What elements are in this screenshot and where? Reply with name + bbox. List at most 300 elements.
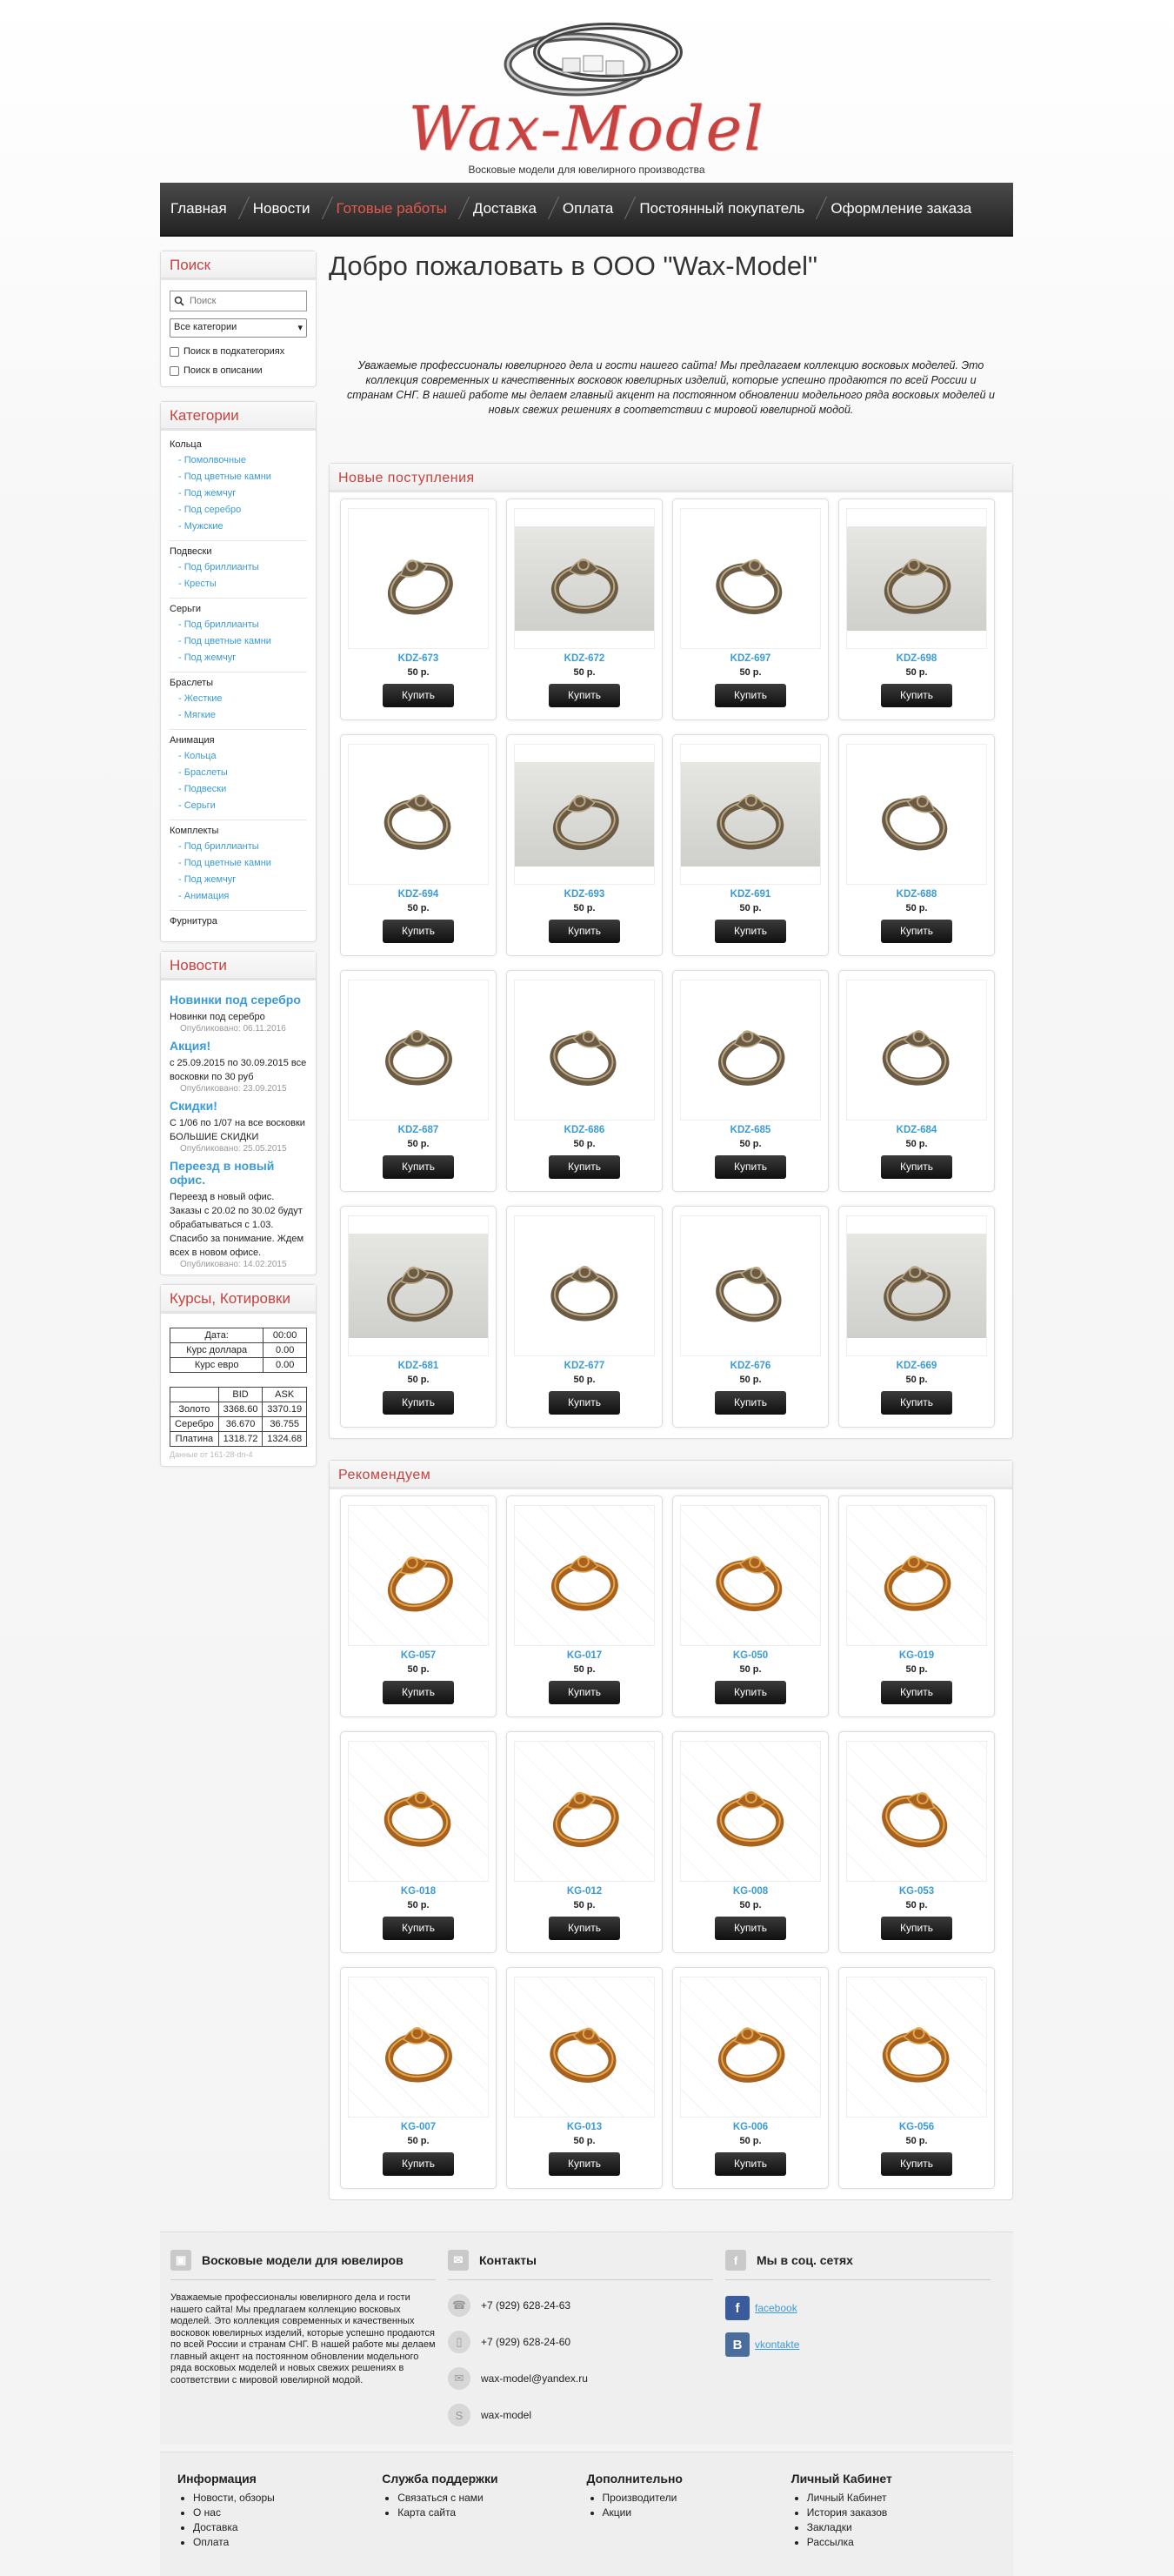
category-link[interactable]: - Кольца [178, 751, 217, 761]
footer-column-title: Дополнительно [586, 2472, 683, 2486]
buy-button[interactable]: Купить [715, 1917, 786, 1940]
product-image[interactable] [846, 508, 987, 649]
category-link[interactable]: - Под жемчуг [178, 652, 237, 663]
nav-item-4[interactable]: Оплата [563, 200, 627, 217]
footer-link[interactable]: • Карта сайта [397, 2506, 586, 2520]
product-code-link[interactable]: KG-008 [732, 1886, 769, 1897]
category-title[interactable]: Фурнитура [170, 916, 217, 927]
product-code-link[interactable]: KG-019 [898, 1650, 935, 1661]
product-image[interactable] [846, 1741, 987, 1882]
footer-about-text: Уважаемые профессионалы ювелирного дела и гости нашего сайта! Мы предлагаем коллекцию восковых моделей. Это коллекция современных и качественных восковок ювелирных изделий, которые успешно продаются по всей России и странам СНГ. В нашей работе мы делаем главный акцент на постоянном обновлении модельного ряда восковых моделей и новых свежих решениях в соответствии с мировой ювелирной модой. [170, 2292, 436, 2385]
product-code-link[interactable]: KDZ-694 [397, 889, 439, 900]
category-link[interactable]: - Браслеты [178, 767, 228, 778]
category-link[interactable]: - Под цветные камни [178, 636, 271, 646]
product-code-link[interactable]: KDZ-686 [564, 1125, 605, 1135]
phone-icon: ☎ [448, 2294, 470, 2317]
mobile-icon: ▯ [448, 2331, 470, 2353]
categories-box [160, 401, 317, 942]
buy-button[interactable]: Купить [549, 1917, 620, 1940]
product-price: 50 р. [407, 903, 430, 913]
metals-cell: Серебро [170, 1417, 219, 1432]
product-price: 50 р. [905, 1375, 928, 1385]
product-image[interactable] [846, 1977, 987, 2118]
category-group [170, 911, 307, 934]
product-code-link[interactable]: KG-018 [400, 1886, 437, 1897]
product-card [838, 1206, 995, 1428]
metals-head-cell: ASK [263, 1388, 307, 1402]
category-title[interactable]: Серьги [170, 604, 202, 614]
product-code-link[interactable]: KDZ-669 [896, 1361, 937, 1371]
product-code-link[interactable]: KG-053 [898, 1886, 935, 1897]
product-card [506, 734, 663, 956]
product-image[interactable] [846, 744, 987, 885]
buy-button[interactable]: Купить [383, 1155, 454, 1179]
news-item-date: Опубликовано: 06.11.2016 [180, 1024, 286, 1034]
category-link[interactable]: - Жесткие [178, 693, 223, 704]
product-price: 50 р. [573, 1900, 596, 1910]
category-group [170, 541, 307, 599]
product-code-link[interactable]: KDZ-688 [896, 889, 937, 900]
product-code-link[interactable]: KG-056 [898, 2122, 935, 2132]
news-item-date: Опубликовано: 23.09.2015 [180, 1084, 287, 1094]
product-image[interactable] [348, 1505, 489, 1646]
product-card [506, 1731, 663, 1953]
news-item-text: С 1/06 по 1/07 на все восковки БОЛЬШИЕ СКИДКИ [170, 1118, 305, 1142]
footer-link[interactable]: • История заказов [807, 2506, 996, 2520]
category-link[interactable]: - Анимация [178, 891, 230, 901]
category-group [170, 599, 307, 672]
subcategory-checkbox[interactable] [170, 346, 307, 357]
rate-cell: Дата: [170, 1328, 263, 1343]
product-price: 50 р. [739, 1900, 762, 1910]
nav-item-0[interactable]: Главная [170, 200, 241, 217]
product-image[interactable] [680, 1741, 821, 1882]
buy-button[interactable]: Купить [383, 1391, 454, 1415]
product-card [838, 1495, 995, 1717]
category-link-label: Кольца [183, 751, 217, 761]
product-image[interactable] [348, 508, 489, 649]
product-price: 50 р. [739, 2136, 762, 2146]
product-price: 50 р. [739, 667, 762, 678]
category-link[interactable]: - Подвески [178, 784, 227, 794]
category-select-value: Все категории [174, 322, 237, 332]
product-card [672, 498, 829, 720]
category-link-label: Под цветные камни [183, 472, 271, 482]
product-image[interactable] [680, 1977, 821, 2118]
category-link-label: Жесткие [183, 693, 223, 704]
news-item-title[interactable]: Новинки под серебро [170, 993, 301, 1007]
product-card [340, 1206, 497, 1428]
nav-item-6[interactable]: Оформление заказа [830, 200, 972, 217]
metals-row [170, 1417, 307, 1432]
product-card [340, 970, 497, 1192]
category-link[interactable]: - Помолвочные [178, 455, 247, 465]
footer-column-title: Личный Кабинет [790, 2472, 892, 2486]
product-card [838, 1967, 995, 2189]
footer-link-column [791, 2472, 996, 2557]
category-link-label: Браслеты [183, 767, 228, 778]
category-link-label: Мягкие [183, 710, 216, 720]
category-link-label: Под цветные камни [183, 636, 271, 646]
category-link-label: Под цветные камни [183, 858, 271, 868]
product-code-link[interactable]: KDZ-677 [564, 1361, 605, 1371]
buy-button[interactable]: Купить [881, 1391, 952, 1415]
category-link-label: Серьги [183, 800, 216, 811]
product-code-link[interactable]: KG-007 [400, 2122, 437, 2132]
product-code-link[interactable]: KDZ-698 [896, 653, 937, 664]
product-image[interactable] [348, 1977, 489, 2118]
product-image[interactable] [680, 1215, 821, 1356]
product-price: 50 р. [573, 667, 596, 678]
product-image[interactable] [514, 744, 655, 885]
buy-button[interactable]: Купить [383, 920, 454, 943]
product-price: 50 р. [905, 903, 928, 913]
category-link[interactable]: - Серьги [178, 800, 216, 811]
currency-table [170, 1328, 307, 1373]
footer-link[interactable]: • Рассылка [807, 2535, 996, 2550]
product-card [672, 734, 829, 956]
product-card [838, 734, 995, 956]
buy-button[interactable]: Купить [881, 1681, 952, 1704]
email-icon: ✉ [448, 2367, 470, 2390]
description-checkbox-label: Поиск в описании [183, 365, 263, 376]
facebook-icon[interactable]: f [725, 2296, 750, 2320]
product-price: 50 р. [573, 2136, 596, 2146]
search-box-title: Поиск [161, 251, 316, 280]
footer-link-column [382, 2472, 586, 2557]
product-card [672, 1967, 829, 2189]
buy-button[interactable]: Купить [715, 1391, 786, 1415]
product-code-link[interactable]: KG-006 [732, 2122, 769, 2132]
buy-button[interactable]: Купить [549, 2152, 620, 2176]
contact-skype[interactable]: wax-model [481, 2409, 532, 2421]
rate-cell: 0.00 [263, 1358, 307, 1373]
product-code-link[interactable]: KDZ-676 [730, 1361, 771, 1371]
metals-cell: 3370.19 [263, 1402, 307, 1417]
category-group [170, 434, 307, 541]
buy-button[interactable]: Купить [383, 2152, 454, 2176]
product-code-link[interactable]: KDZ-687 [397, 1125, 439, 1135]
footer-link[interactable]: • Закладки [807, 2520, 996, 2535]
product-card [506, 1495, 663, 1717]
mail-icon: ✉ [448, 2250, 469, 2271]
logo-text[interactable]: Wax-Model [408, 93, 765, 164]
product-code-link[interactable]: KDZ-693 [564, 889, 605, 900]
rate-row [170, 1358, 307, 1373]
buy-button[interactable]: Купить [383, 1917, 454, 1940]
new-arrivals-section [329, 463, 1013, 1439]
buy-button[interactable]: Купить [383, 684, 454, 707]
product-image[interactable] [348, 1741, 489, 1882]
product-code-link[interactable]: KG-057 [400, 1650, 437, 1661]
product-price: 50 р. [573, 1139, 596, 1149]
product-image[interactable] [348, 1215, 489, 1356]
footer-link[interactable]: • Акции [603, 2506, 791, 2520]
product-price: 50 р. [905, 2136, 928, 2146]
category-link[interactable]: - Мягкие [178, 710, 216, 720]
product-price: 50 р. [905, 667, 928, 678]
footer-column-title: Служба поддержки [382, 2472, 498, 2486]
product-image[interactable] [514, 1505, 655, 1646]
buy-button[interactable]: Купить [549, 684, 620, 707]
category-title[interactable]: Браслеты [170, 678, 214, 688]
product-code-link[interactable]: KG-013 [566, 2122, 603, 2132]
news-item-text: Новинки под серебро [170, 1012, 265, 1022]
category-link-label: Под бриллианты [183, 841, 259, 852]
category-link[interactable]: - Кресты [178, 579, 217, 589]
category-link-label: Кресты [183, 579, 217, 589]
product-image[interactable] [348, 980, 489, 1121]
category-link[interactable]: - Под серебро [178, 505, 242, 515]
category-title[interactable]: Кольца [170, 439, 202, 450]
product-card [672, 1731, 829, 1953]
category-link-label: Под жемчуг [183, 874, 237, 885]
product-image[interactable] [514, 980, 655, 1121]
category-link[interactable]: - Под цветные камни [178, 472, 271, 482]
buy-button[interactable]: Купить [715, 1155, 786, 1179]
product-card [340, 1967, 497, 2189]
category-link-label: Подвески [183, 784, 227, 794]
product-card [340, 1731, 497, 1953]
product-code-link[interactable]: KG-017 [566, 1650, 603, 1661]
category-title[interactable]: Подвески [170, 546, 212, 557]
nav-item-3[interactable]: Доставка [473, 200, 550, 217]
metals-table [170, 1387, 307, 1447]
product-code-link[interactable]: KDZ-684 [896, 1125, 937, 1135]
buy-button[interactable]: Купить [383, 1681, 454, 1704]
metals-cell: 36.755 [263, 1417, 307, 1432]
rate-cell: Курс доллара [170, 1343, 263, 1358]
footer-info [160, 2231, 1013, 2445]
product-image[interactable] [846, 980, 987, 1121]
product-image[interactable] [680, 508, 821, 649]
buy-button[interactable]: Купить [715, 920, 786, 943]
category-title[interactable]: Комплекты [170, 826, 219, 836]
product-price: 50 р. [739, 1139, 762, 1149]
vkontakte-icon[interactable]: В [725, 2332, 750, 2357]
product-image[interactable] [348, 744, 489, 885]
rates-title: Курсы, Котировки [161, 1285, 316, 1314]
product-code-link[interactable]: KG-012 [566, 1886, 603, 1897]
product-card [672, 970, 829, 1192]
nav-item-2[interactable]: Готовые работы [337, 200, 461, 217]
product-price: 50 р. [739, 903, 762, 913]
news-item-text: Переезд в новый офис. Заказы с 20.02 по 30.02 будут обрабатываться с 1.03. Спасибо за понимание. Ждем всех в новом офисе. [170, 1192, 304, 1258]
product-price: 50 р. [573, 1664, 596, 1675]
product-card [506, 1206, 663, 1428]
footer-link[interactable]: • Оплата [193, 2535, 382, 2550]
category-link[interactable]: - Под жемчуг [178, 874, 237, 885]
category-link[interactable]: - Под бриллианты [178, 841, 259, 852]
category-link-label: Под бриллианты [183, 619, 259, 630]
category-group [170, 730, 307, 820]
product-card [838, 970, 995, 1192]
footer-link[interactable]: • Производители [603, 2491, 791, 2506]
intro-text: Уважаемые профессионалы ювелирного дела и гости нашего сайта! Мы предлагаем коллекцию восковых моделей. Это коллекция современных и качественных восковок ювелирных изделий, которые успешно продаются по всей России и странам СНГ. В нашей работе мы делаем главный акцент на постоянном обновлении модельного ряда восковых моделей и новых свежих решениях в соответствии с мировой ювелирной модой. [346, 359, 995, 416]
buy-button[interactable]: Купить [881, 1155, 952, 1179]
product-price: 50 р. [573, 903, 596, 913]
rate-row [170, 1343, 307, 1358]
product-card [340, 734, 497, 956]
buy-button[interactable]: Купить [549, 920, 620, 943]
product-image[interactable] [514, 1741, 655, 1882]
product-image[interactable] [514, 1977, 655, 2118]
category-link-label: Под серебро [183, 505, 242, 515]
buy-button[interactable]: Купить [715, 2152, 786, 2176]
footer-link-column [177, 2472, 382, 2557]
buy-button[interactable]: Купить [881, 1917, 952, 1940]
search-field[interactable] [170, 291, 307, 311]
product-image[interactable] [846, 1505, 987, 1646]
rate-cell: 00:00 [263, 1328, 307, 1343]
news-box [160, 951, 317, 1275]
product-code-link[interactable]: KDZ-685 [730, 1125, 771, 1135]
category-title[interactable]: Анимация [170, 735, 215, 746]
metals-cell: Золото [170, 1402, 219, 1417]
description-checkbox[interactable] [170, 365, 307, 376]
category-link[interactable]: - Под бриллианты [178, 562, 259, 572]
nav-item-5[interactable]: Постоянный покупатель [639, 200, 818, 217]
sidebar [160, 251, 317, 1475]
product-price: 50 р. [407, 1664, 430, 1675]
product-code-link[interactable]: KDZ-691 [730, 889, 771, 900]
product-price: 50 р. [739, 1664, 762, 1675]
facebook-link[interactable]: facebook [755, 2302, 797, 2314]
buy-button[interactable]: Купить [881, 920, 952, 943]
metals-head-cell: BID [218, 1388, 263, 1402]
rate-cell: 0.00 [263, 1343, 307, 1358]
news-item-title[interactable]: Скидки! [170, 1099, 217, 1113]
search-input[interactable] [190, 296, 294, 306]
product-image[interactable] [514, 508, 655, 649]
footer-social-title: Мы в соц. сетях [757, 2253, 853, 2267]
news-item-title[interactable]: Переезд в новый офис. [170, 1159, 275, 1187]
news-item-date: Опубликовано: 25.05.2015 [180, 1144, 287, 1154]
skype-icon: S [448, 2404, 470, 2426]
product-code-link[interactable]: KDZ-697 [730, 653, 771, 664]
category-group [170, 672, 307, 730]
metals-head-row [170, 1388, 307, 1402]
category-link-label: Под жемчуг [183, 652, 237, 663]
metals-cell: 1324.68 [263, 1432, 307, 1447]
category-select[interactable] [170, 318, 307, 338]
footer-link[interactable]: • Новости, обзоры [193, 2491, 382, 2506]
product-card [506, 970, 663, 1192]
new-arrivals-title: Новые поступления [330, 464, 1012, 492]
product-card [340, 498, 497, 720]
metals-cell: 36.670 [218, 1417, 263, 1432]
buy-button[interactable]: Купить [549, 1681, 620, 1704]
product-code-link[interactable]: KDZ-681 [397, 1361, 439, 1371]
buy-button[interactable]: Купить [715, 1681, 786, 1704]
metals-head-cell [170, 1388, 219, 1402]
category-link-label: Анимация [183, 891, 230, 901]
news-title: Новости [161, 952, 316, 980]
metals-cell: 3368.60 [218, 1402, 263, 1417]
product-price: 50 р. [407, 1900, 430, 1910]
category-link[interactable]: - Под бриллианты [178, 619, 259, 630]
product-image[interactable] [514, 1215, 655, 1356]
buy-button[interactable]: Купить [549, 1391, 620, 1415]
news-item-title[interactable]: Акция! [170, 1039, 211, 1053]
footer-contacts-title: Контакты [479, 2253, 537, 2267]
rates-note: Данные от 161-28-dn-4 [170, 1450, 253, 1459]
category-group [170, 820, 307, 911]
site-header [160, 0, 1013, 183]
rate-row [170, 1328, 307, 1343]
recommended-section [329, 1460, 1013, 2200]
product-card [506, 1967, 663, 2189]
product-card [672, 1206, 829, 1428]
product-code-link[interactable]: KG-050 [732, 1650, 769, 1661]
product-card [838, 498, 995, 720]
logo-rings-image [486, 10, 695, 106]
buy-button[interactable]: Купить [549, 1155, 620, 1179]
buy-button[interactable]: Купить [881, 684, 952, 707]
product-price: 50 р. [905, 1900, 928, 1910]
news-item-date: Опубликовано: 14.02.2015 [180, 1260, 287, 1269]
contact-email[interactable]: wax-model@yandex.ru [481, 2372, 588, 2385]
footer-link[interactable]: • Доставка [193, 2520, 382, 2535]
nav-item-1[interactable]: Новости [253, 200, 324, 217]
recommended-title: Рекомендуем [330, 1461, 1012, 1489]
product-image[interactable] [680, 744, 821, 885]
footer-contacts [448, 2250, 725, 2427]
product-price: 50 р. [407, 667, 430, 678]
product-price: 50 р. [407, 1375, 430, 1385]
product-price: 50 р. [739, 1375, 762, 1385]
product-code-link[interactable]: KDZ-672 [564, 653, 605, 664]
buy-button[interactable]: Купить [881, 2152, 952, 2176]
metals-row [170, 1432, 307, 1447]
vkontakte-link[interactable]: vkontakte [755, 2338, 800, 2351]
search-icon[interactable] [174, 296, 184, 306]
subcategory-checkbox-label: Поиск в подкатегориях [183, 346, 285, 357]
category-link[interactable]: - Мужские [178, 521, 223, 532]
metals-cell: 1318.72 [218, 1432, 263, 1447]
product-image[interactable] [680, 980, 821, 1121]
category-link[interactable]: - Под жемчуг [178, 488, 237, 498]
product-price: 50 р. [905, 1664, 928, 1675]
buy-button[interactable]: Купить [715, 684, 786, 707]
rates-box [160, 1284, 317, 1467]
facebook-small-icon: f [725, 2250, 746, 2271]
contact-phone-1[interactable]: +7 (929) 628-24-63 [481, 2299, 571, 2312]
footer-link[interactable]: • О нас [193, 2506, 382, 2520]
news-item-text: с 25.09.2015 по 30.09.2015 все восковки по 30 руб [170, 1058, 307, 1082]
product-price: 50 р. [407, 2136, 430, 2146]
category-link[interactable]: - Под цветные камни [178, 858, 271, 868]
footer-link[interactable]: • Личный Кабинет [807, 2491, 996, 2506]
product-image[interactable] [680, 1505, 821, 1646]
product-card [672, 1495, 829, 1717]
product-code-link[interactable]: KDZ-673 [397, 653, 439, 664]
product-price: 50 р. [407, 1139, 430, 1149]
footer-social [725, 2250, 1003, 2427]
footer-column-title: Информация [177, 2472, 257, 2486]
metals-row [170, 1402, 307, 1417]
product-card [340, 1495, 497, 1717]
metals-cell: Платина [170, 1432, 219, 1447]
category-link-label: Под бриллианты [183, 562, 259, 572]
footer-links [160, 2452, 1013, 2576]
footer-link[interactable]: • Связаться с нами [397, 2491, 586, 2506]
search-box [160, 251, 317, 387]
product-image[interactable] [846, 1215, 987, 1356]
contact-phone-2[interactable]: +7 (929) 628-24-60 [481, 2336, 571, 2348]
chevron-down-icon: ▾ [297, 323, 303, 333]
categories-title: Категории [161, 402, 316, 431]
